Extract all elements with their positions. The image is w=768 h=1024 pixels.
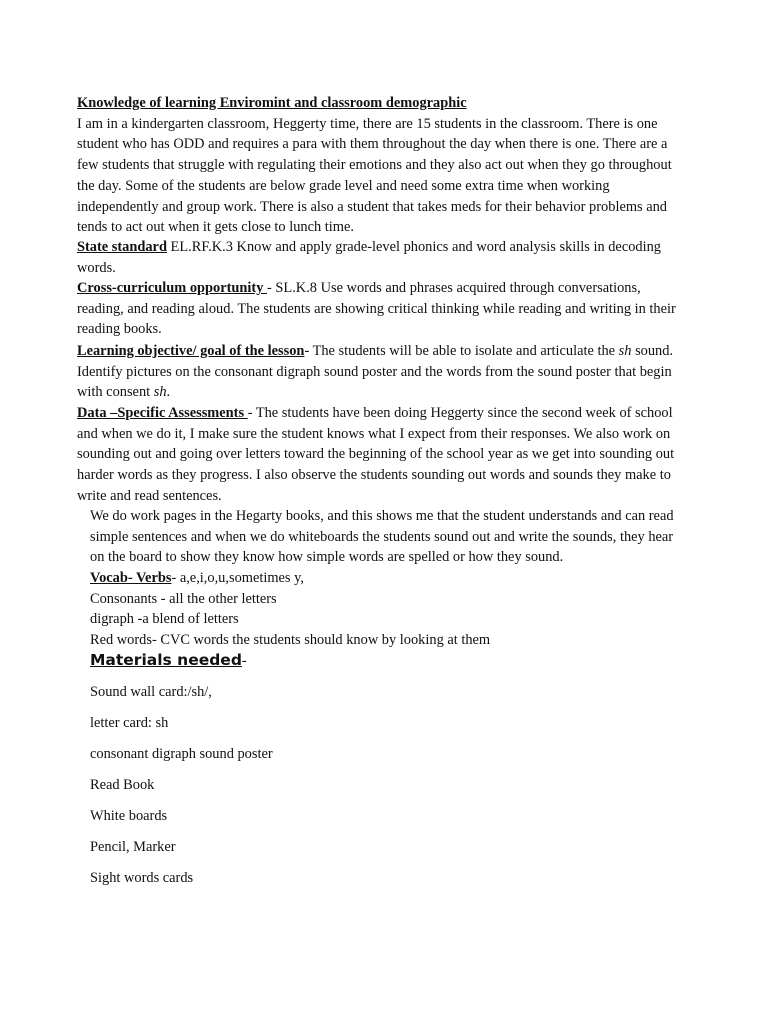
data-assessments-body: - The students have been doing Heggerty since the second week of school and when we do it, I make sure the student knows what I expect from their responses. We also work on sounding out and going over letters toward the beginning of the school year as we get into sounding out harder words as they progress. I also observe the students sounding out words and sounds they make to write and read sentences.: [77, 405, 675, 504]
materials-item: letter card: sh: [90, 715, 169, 731]
work-pages-paragraph: [90, 506, 683, 568]
cross-curriculum-section: [77, 278, 683, 340]
vocab-line-3: digraph -a blend of letters: [90, 611, 239, 628]
intro-body: I am in a kindergarten classroom, Heggerty time, there are 15 students in the classroom. There is one student who has ODD and requires a para with them throughout the day when there is one. There are a few students that struggle with regulating their emotions and they also act out when they go throughout the day. Some of the students are below grade level and need some extra time when working independently and group work. There is also a student that takes meds for their behavior problems and tends to act out when it gets close to lunch time.: [77, 115, 672, 236]
vocab-heading: Vocab- Verbs: [90, 570, 172, 586]
state-standard-body: EL.RF.K.3 Know and apply grade-level phonics and word analysis skills in decoding words.: [77, 239, 661, 276]
vocab-line-1: - a,e,i,o,u,sometimes y,: [171, 570, 304, 586]
materials-item: White boards: [90, 808, 168, 824]
materials-heading-dash: -: [241, 653, 247, 669]
vocab-line-4: Red words- CVC words the students should know by looking at them: [90, 632, 491, 649]
learning-objective-section: [77, 341, 683, 403]
learning-objective-sh-2: sh: [153, 384, 167, 401]
cross-curriculum-body: - SL.K.8 Use words and phrases acquired through conversations, reading, and reading aloud. The students are showing critical thinking while reading and writing in their reading books.: [77, 280, 676, 338]
data-assessments-heading: Data –Specific Assessments: [77, 405, 248, 421]
learning-objective-heading: Learning objective/ goal of the lesson: [77, 343, 305, 359]
learning-objective-body-2: sound. Identify pictures on the consonant digraph sound poster and the words from the sound poster that begin with consent: [77, 343, 674, 401]
state-standard-section: [77, 237, 683, 278]
materials-heading-line: [90, 650, 683, 672]
cross-curriculum-heading: Cross-curriculum opportunity: [77, 280, 268, 296]
state-standard-heading: State standard: [77, 239, 167, 255]
learning-objective-body-3: .: [166, 384, 171, 401]
materials-item: consonant digraph sound poster: [90, 746, 273, 762]
intro-heading: Knowledge of learning Enviromint and classroom demographic: [77, 95, 467, 111]
data-assessments-section: [77, 403, 683, 507]
materials-item: Pencil, Marker: [90, 839, 176, 855]
materials-item: Sound wall card:/sh/,: [90, 684, 212, 700]
vocab-line-2: Consonants - all the other letters: [90, 590, 277, 607]
vocab-section: [90, 568, 683, 651]
materials-item: Read Book: [90, 777, 155, 793]
learning-objective-body-1: - The students will be able to isolate and articulate the: [304, 343, 619, 359]
materials-item: Sight words cards: [90, 870, 194, 886]
work-pages-body: We do work pages in the Hegarty books, and this shows me that the student understands and can read simple sentences and when we do whiteboards the students sound out and write the sounds, they hear on the board to show they know how simple words are spelled or how they sound.: [90, 508, 674, 566]
intro-section: [77, 93, 683, 238]
materials-heading: Materials needed: [90, 651, 242, 669]
learning-objective-sh-1: sh: [618, 343, 632, 359]
